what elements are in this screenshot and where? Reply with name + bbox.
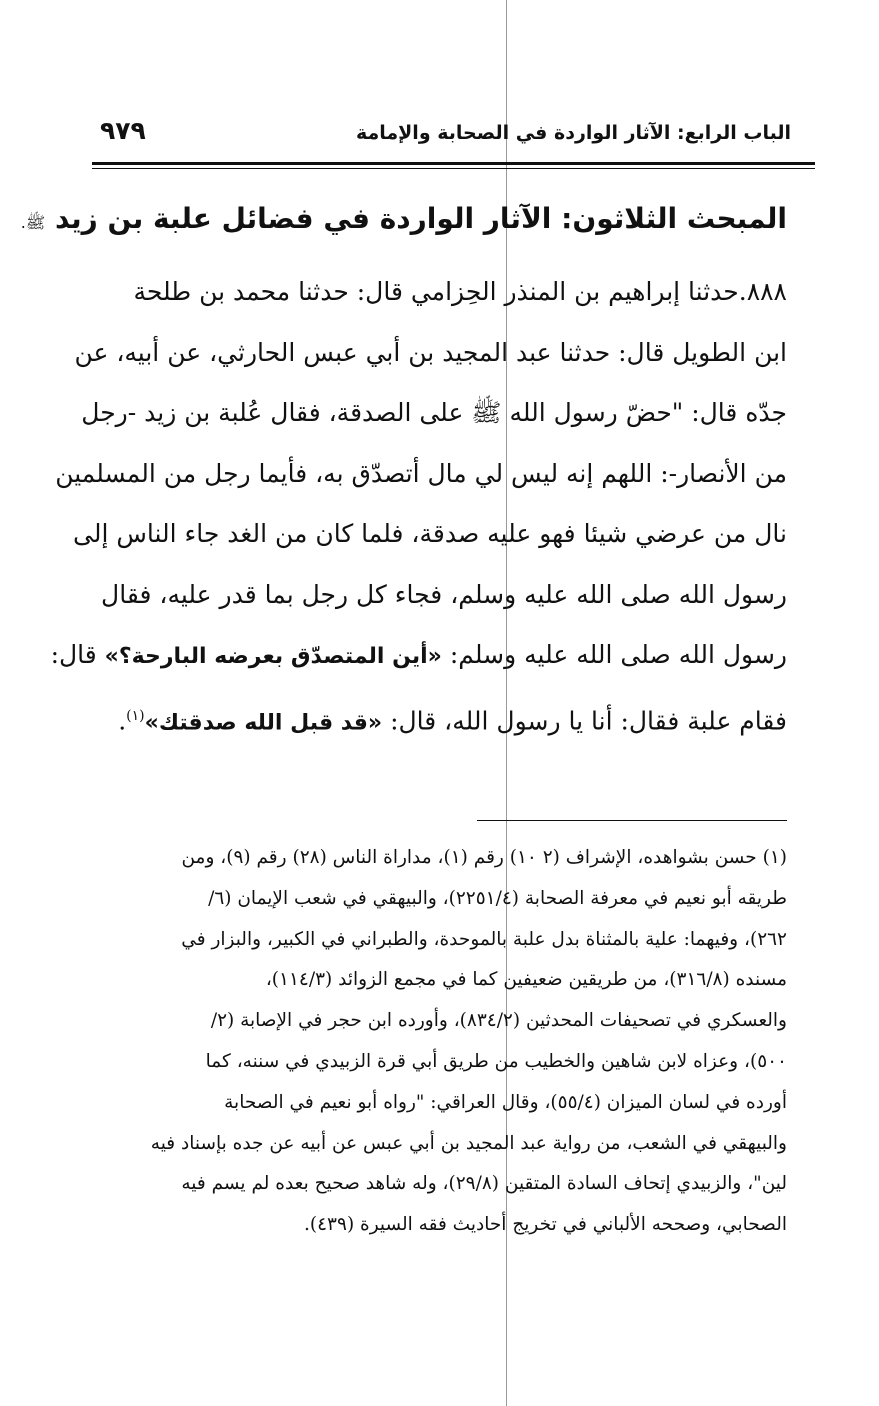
- body-line-text: فقام علبة فقال: أنا يا رسول الله، قال:: [382, 705, 787, 735]
- footnote-reference[interactable]: (١): [126, 707, 145, 724]
- body-line: رسول الله صلى الله عليه وسلم، فجاء كل رجل بما قدر عليه، فقال: [101, 579, 787, 609]
- running-title: الباب الرابع: الآثار الواردة في الصحابة والإمامة: [355, 122, 791, 144]
- honorific-symbol: ﷺ.: [20, 213, 46, 232]
- footnote-separator: [477, 820, 787, 821]
- header-rule-thick: [92, 162, 815, 165]
- prophetic-quote: «قد قبل الله صدقتك»: [144, 709, 383, 735]
- body-line: [50, 625, 787, 686]
- footnote-line: ٢٦٢)، وفيهما: علية بالمثناة بدل علبة بالموحدة، والطبراني في الكبير، والبزار في: [181, 928, 787, 950]
- body-line: ابن الطويل قال: حدثنا عبد المجيد بن أبي عبس الحارثي، عن أبيه، عن: [74, 337, 787, 367]
- footnote-line: أورده في لسان الميزان (٥٥/٤)، وقال العراقي: "رواه أبو نعيم في الصحابة: [224, 1091, 787, 1113]
- section-title-label: المبحث الثلاثون:: [561, 202, 787, 235]
- body-line: [92, 686, 787, 747]
- footnote-line: ٥٠٠)، وعزاه لابن شاهين والخطيب من طريق أبي قرة الزبيدي في سننه، كما: [205, 1050, 787, 1072]
- page-number: ٩٧٩: [100, 116, 146, 145]
- footnote-line: طريقه أبو نعيم في معرفة الصحابة (٢٢٥١/٤)، والبيهقي في شعب الإيمان (٦/: [208, 887, 787, 909]
- body-line-text: رسول الله صلى الله عليه وسلم:: [441, 640, 787, 669]
- header-rule-thin: [92, 168, 815, 169]
- body-line-text: قال:: [50, 640, 105, 669]
- footnote-line: والبيهقي في الشعب، من رواية عبد المجيد بن أبي عبس عن أبيه عن جده بإسناد فيه: [150, 1132, 787, 1154]
- main-text: [50, 262, 787, 746]
- section-title: [20, 202, 787, 236]
- footnotes: [92, 838, 787, 1246]
- body-line: من الأنصار-: اللهم إنه ليس لي مال أتصدّق به، فأيما رجل من المسلمين: [55, 458, 787, 488]
- section-title-text: الآثار الواردة في فضائل علبة بن زيد: [54, 202, 552, 235]
- body-line: ٨٨٨.حدثنا إبراهيم بن المنذر الحِزامي قال: حدثنا محمد بن طلحة: [133, 277, 787, 306]
- body-line: جدّه قال: "حضّ رسول الله ﷺ على الصدقة، فقال عُلبة بن زيد -رجل: [81, 398, 787, 427]
- footnote-line: (١) حسن بشواهده، الإشراف (٢ ١٠) رقم (١)، مداراة الناس (٢٨) رقم (٩)، ومن: [181, 847, 787, 868]
- body-line: نال من عرضي شيئا فهو عليه صدقة، فلما كان من الغد جاء الناس إلى: [72, 519, 787, 548]
- body-line-text: .: [118, 705, 127, 735]
- footnote-line: والعسكري في تصحيفات المحدثين (٨٣٤/٢)، وأورده ابن حجر في الإصابة (٢/: [210, 1010, 787, 1032]
- page-header: [92, 112, 815, 152]
- footnote-line: الصحابي، وصححه الألباني في تخريج أحاديث فقه السيرة (٤٣٩).: [304, 1214, 787, 1236]
- footnote-line: مسنده (٣١٦/٨)، من طريقين ضعيفين كما في مجمع الزوائد (١١٤/٣)،: [265, 969, 787, 991]
- footnote-line: لين"، والزبيدي إتحاف السادة المتقين (٢٩/٨)، وله شاهد صحيح بعده لم يسم فيه: [181, 1173, 787, 1195]
- prophetic-quote: «أين المتصدّق بعرضه البارحة؟»: [104, 644, 442, 669]
